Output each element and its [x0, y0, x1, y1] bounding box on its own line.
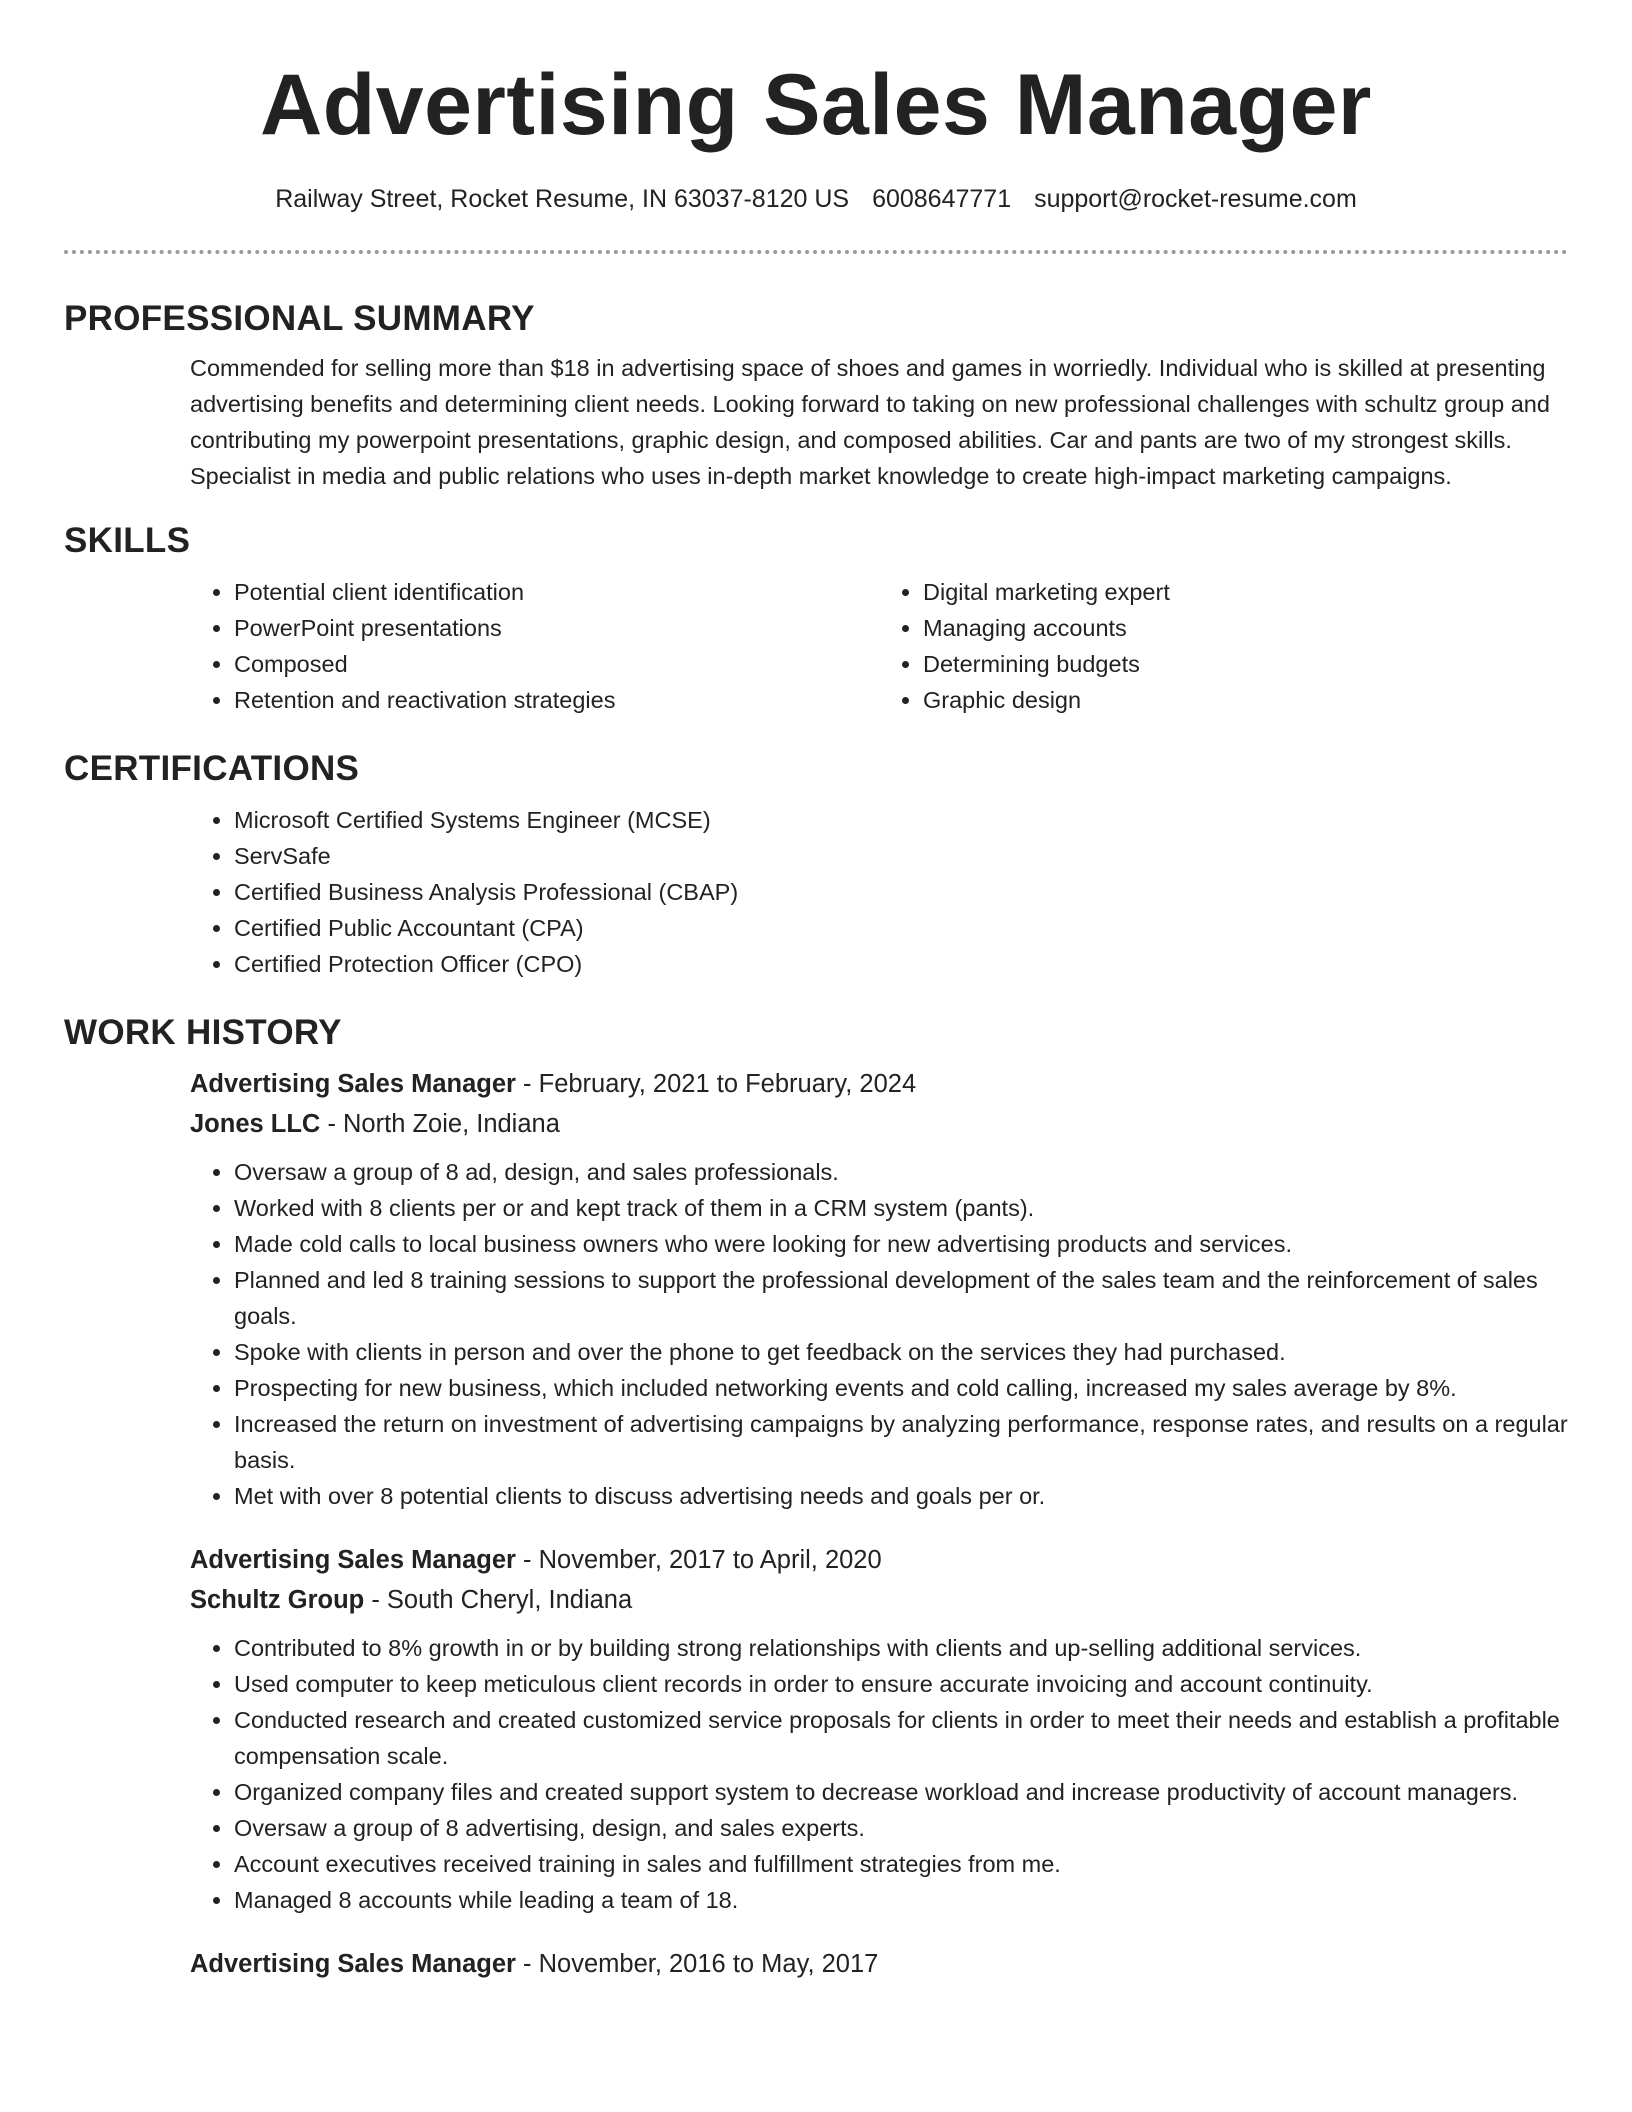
job-company-line — [190, 1580, 1568, 1620]
skills-right-list — [879, 574, 1568, 718]
resume-name: Advertising Sales Manager — [260, 57, 1372, 153]
job-dates: - November, 2016 to May, 2017 — [515, 1950, 879, 1978]
skills-left-list — [190, 574, 879, 718]
certifications-heading: CERTIFICATIONS — [64, 749, 360, 788]
job-bullet: • Contributed to 8% growth in or by building strong relationships with clients and up-selling additional services. — [234, 1630, 1570, 1666]
skill-item: • Managing accounts — [923, 610, 1568, 646]
contact-email: support@rocket-resume.com — [1034, 185, 1357, 213]
contact-phone: 6008647771 — [872, 185, 1012, 213]
contact-line — [0, 0, 1632, 216]
job-entry — [190, 1944, 1568, 1984]
job-bullet: • Managed 8 accounts while leading a team of 18. — [234, 1882, 1570, 1918]
job-bullet: • Account executives received training in sales and fulfillment strategies from me. — [234, 1846, 1570, 1882]
job-bullet: • Increased the return on investment of advertising campaigns by analyzing performance, response rates, and results on a regular basis. — [234, 1406, 1570, 1478]
skills-heading: SKILLS — [64, 521, 191, 560]
skills-grid — [190, 574, 1568, 718]
job-role: Advertising Sales Manager — [190, 1950, 516, 1978]
job-location: - North Zoie, Indiana — [320, 1110, 560, 1138]
job-bullet: • Organized company files and created support system to decrease workload and increase productivity of account managers. — [234, 1774, 1570, 1810]
certification-item: • Certified Business Analysis Professional (CBAP) — [234, 874, 1568, 910]
skill-item: • Determining budgets — [923, 646, 1568, 682]
job-bullet: • Prospecting for new business, which included networking events and cold calling, increased my sales average by 8%. — [234, 1370, 1570, 1406]
certification-item: • ServSafe — [234, 838, 1568, 874]
job-bullet: • Spoke with clients in person and over the phone to get feedback on the services they had purchased. — [234, 1334, 1570, 1370]
skill-item: • Potential client identification — [234, 574, 879, 610]
job-dates: - November, 2017 to April, 2020 — [515, 1546, 882, 1574]
job-bullet: • Oversaw a group of 8 advertising, design, and sales experts. — [234, 1810, 1570, 1846]
skill-item: • Retention and reactivation strategies — [234, 682, 879, 718]
job-bullet: • Oversaw a group of 8 ad, design, and sales professionals. — [234, 1154, 1570, 1190]
resume-content — [64, 296, 1568, 1984]
job-bullet: • Planned and led 8 training sessions to support the professional development of the sales team and the reinforcement of sales goals. — [234, 1262, 1570, 1334]
skill-item: • Graphic design — [923, 682, 1568, 718]
job-company: Schultz Group — [190, 1586, 365, 1614]
summary-text: Commended for selling more than $18 in advertising space of shoes and games in worriedly. Individual who is skilled at presenting advertising benefits and determining client needs. Looking forward to taking on new professional challenges with schultz group and contributing my powerpoint presentations, graphic design, and composed abilities. Car and pants are two of my strongest skills. Specialist in media and public relations who uses in-depth market knowledge to create high-impact marketing campaigns. — [190, 355, 1550, 489]
job-bullet: • Conducted research and created customized service proposals for clients in order to meet their needs and establish a profitable compensation scale. — [234, 1702, 1570, 1774]
job-bullets — [190, 1630, 1568, 1918]
skill-item: • Digital marketing expert — [923, 574, 1568, 610]
job-company: Jones LLC — [190, 1110, 321, 1138]
work-history-heading: WORK HISTORY — [64, 1013, 342, 1052]
job-bullets — [190, 1154, 1568, 1514]
contact-address: Railway Street, Rocket Resume, IN 63037-8120 US — [275, 185, 850, 213]
certification-item: • Microsoft Certified Systems Engineer (MCSE) — [234, 802, 1568, 838]
job-bullet: • Made cold calls to local business owners who were looking for new advertising products and services. — [234, 1226, 1570, 1262]
skill-item: • PowerPoint presentations — [234, 610, 879, 646]
job-title-line — [190, 1944, 1568, 1984]
job-role: Advertising Sales Manager — [190, 1546, 516, 1574]
job-bullet: • Met with over 8 potential clients to discuss advertising needs and goals per or. — [234, 1478, 1570, 1514]
certification-item: • Certified Public Accountant (CPA) — [234, 910, 1568, 946]
job-title-line — [190, 1540, 1568, 1580]
job-entry — [190, 1540, 1568, 1918]
summary-heading: PROFESSIONAL SUMMARY — [64, 299, 535, 338]
job-bullet: • Used computer to keep meticulous client records in order to ensure accurate invoicing and account continuity. — [234, 1666, 1570, 1702]
job-company-line — [190, 1104, 1568, 1144]
job-title-line — [190, 1064, 1568, 1104]
skill-item: • Composed — [234, 646, 879, 682]
certification-item: • Certified Protection Officer (CPO) — [234, 946, 1568, 982]
job-bullet: • Worked with 8 clients per or and kept track of them in a CRM system (pants). — [234, 1190, 1570, 1226]
job-dates: - February, 2021 to February, 2024 — [515, 1070, 917, 1098]
header-divider — [64, 250, 1568, 254]
certifications-list — [190, 802, 1568, 982]
job-location: - South Cheryl, Indiana — [364, 1586, 633, 1614]
job-entry — [190, 1064, 1568, 1514]
job-role: Advertising Sales Manager — [190, 1070, 516, 1098]
